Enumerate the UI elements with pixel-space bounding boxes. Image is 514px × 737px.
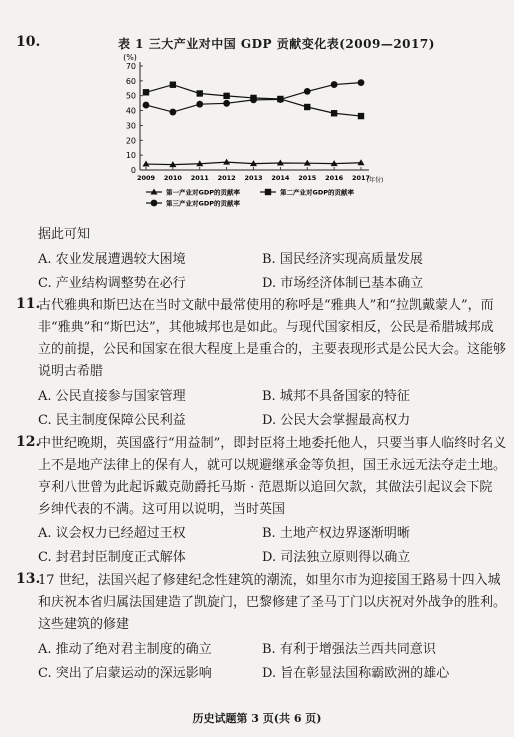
q11-line-4: 说明古希腊 bbox=[38, 364, 104, 379]
legend-label-3: 第三产业对GDP的贡献率 bbox=[166, 199, 240, 208]
q13-line-3: 这些建筑的修建 bbox=[38, 617, 130, 632]
series-3-point bbox=[304, 88, 311, 95]
series-1-point bbox=[223, 159, 230, 165]
series-2-point bbox=[197, 90, 203, 96]
y-tick-label: 60 bbox=[125, 76, 136, 86]
q10-option-d[interactable]: D. 市场经济体制已基本确立 bbox=[262, 276, 424, 291]
page-footer: 历史试题第 3 页(共 6 页) bbox=[192, 712, 322, 725]
chart-series bbox=[143, 79, 365, 167]
x-tick-label: 2013 bbox=[244, 174, 263, 182]
legend-marker-2 bbox=[265, 189, 271, 195]
q12-stem bbox=[38, 433, 508, 521]
x-tick-label: 2016 bbox=[325, 174, 344, 182]
legend-marker-3 bbox=[151, 200, 158, 207]
series-2-point bbox=[331, 110, 337, 116]
q10-stem: 据此可知 bbox=[38, 227, 91, 242]
series-2-point bbox=[358, 113, 364, 119]
q13-stem bbox=[38, 570, 508, 636]
y-tick-label: 40 bbox=[125, 106, 136, 116]
q12-option-d[interactable]: D. 司法独立原则得以确立 bbox=[262, 550, 411, 565]
q12-number: 12. bbox=[16, 434, 41, 450]
q10-number: 10. bbox=[16, 34, 41, 50]
q13-line-2: 和庆祝本省归属法国建造了凯旋门，巴黎修建了圣马丁门以庆祝对外战争的胜利。 bbox=[38, 595, 507, 610]
x-axis-label: (年份) bbox=[366, 177, 384, 184]
q13-option-c[interactable]: C. 突出了启蒙运动的深远影响 bbox=[38, 666, 212, 681]
q11-option-d[interactable]: D. 公民大会掌握最高权力 bbox=[262, 413, 411, 428]
q12-line-2: 上不是地产法律上的保有人，就可以规避继承金等负担，国王永远无法夺走土地。 bbox=[38, 458, 507, 473]
gdp-line-chart bbox=[110, 52, 390, 212]
q11-option-b[interactable]: B. 城邦不具备国家的特征 bbox=[262, 389, 410, 404]
legend-label-1: 第一产业对GDP的贡献率 bbox=[166, 188, 240, 197]
q13-option-d[interactable]: D. 旨在彰显法国称霸欧洲的雄心 bbox=[262, 666, 450, 681]
q12-option-a[interactable]: A. 议会权力已经超过王权 bbox=[38, 526, 186, 541]
x-tick-label: 2017 bbox=[351, 174, 371, 182]
x-tick-label: 2014 bbox=[271, 174, 290, 182]
q13-number: 13. bbox=[16, 571, 41, 587]
y-tick-label: 30 bbox=[125, 121, 136, 131]
y-tick-label: 50 bbox=[125, 91, 136, 101]
series-3-point bbox=[358, 79, 365, 86]
q12-option-c[interactable]: C. 封君封臣制度正式解体 bbox=[38, 550, 186, 565]
series-3-point bbox=[277, 96, 284, 103]
q10-option-b[interactable]: B. 国民经济实现高质量发展 bbox=[262, 252, 423, 267]
y-tick-label: 0 bbox=[130, 166, 136, 175]
q11-line-2: 非“雅典”和“斯巴达”，其他城邦也是如此。与现代国家相反，公民是希腊城邦成 bbox=[38, 320, 494, 335]
y-axis-label: (%) bbox=[123, 53, 137, 62]
x-tick-label: 2015 bbox=[298, 174, 317, 182]
chart-legend bbox=[146, 188, 354, 208]
series-3-point bbox=[196, 101, 203, 108]
x-tick-label: 2011 bbox=[190, 174, 209, 182]
legend-label-2: 第二产业对GDP的贡献率 bbox=[280, 188, 354, 197]
series-2-point bbox=[170, 82, 176, 88]
q12-option-b[interactable]: B. 土地产权边界逐渐明晰 bbox=[262, 526, 410, 541]
series-2-point bbox=[304, 104, 310, 110]
y-tick-label: 10 bbox=[125, 151, 136, 161]
series-3-point bbox=[169, 109, 176, 116]
q12-line-1: 中世纪晚期，英国盛行“用益制”，即封臣将土地委托他人，只要当事人临终时名义 bbox=[38, 436, 507, 451]
q11-line-1: 古代雅典和斯巴达在当时文献中最常使用的称呼是“雅典人”和“拉凯戴蒙人”，而 bbox=[38, 298, 494, 313]
q13-option-b[interactable]: B. 有利于增强法兰西共同意识 bbox=[262, 642, 436, 657]
q12-line-4: 乡绅代表的不满。这可用以说明，当时英国 bbox=[38, 502, 286, 517]
x-tick-label: 2012 bbox=[217, 174, 236, 182]
q13-line-1: 17 世纪，法国兴起了修建纪念性建筑的潮流，如里尔市为迎接国王路易十四入城 bbox=[38, 573, 501, 588]
x-tick-label: 2010 bbox=[163, 174, 182, 182]
q11-option-c[interactable]: C. 民主制度保障公民利益 bbox=[38, 413, 186, 428]
q12-line-3: 亨利八世曾为此起诉戴克勋爵托马斯 · 范恩斯以追回欠款，其做法引起议会下院 bbox=[38, 480, 493, 495]
y-tick-label: 20 bbox=[125, 136, 136, 146]
series-3-point bbox=[223, 100, 230, 107]
q11-number: 11. bbox=[16, 296, 41, 312]
q11-line-3: 立的前提，公民和国家在很大程度上是重合的，主要表现形式是公民大会。这能够 bbox=[38, 342, 507, 357]
q11-option-a[interactable]: A. 公民直接参与国家管理 bbox=[38, 389, 186, 404]
series-2-point bbox=[223, 93, 229, 99]
series-3-point bbox=[331, 81, 338, 88]
series-3-point bbox=[143, 102, 150, 109]
series-2-point bbox=[143, 89, 149, 95]
x-tick-label: 2009 bbox=[136, 174, 156, 182]
q10-option-a[interactable]: A. 农业发展遭遇较大困境 bbox=[38, 252, 186, 267]
q10-option-c[interactable]: C. 产业结构调整势在必行 bbox=[38, 276, 186, 291]
chart-title: 表 1 三大产业对中国 GDP 贡献变化表(2009—2017) bbox=[118, 37, 435, 51]
q13-option-a[interactable]: A. 推动了绝对君主制度的确立 bbox=[38, 642, 212, 657]
y-tick-label: 70 bbox=[125, 62, 136, 71]
q11-stem bbox=[38, 295, 508, 383]
series-3-point bbox=[250, 96, 257, 103]
